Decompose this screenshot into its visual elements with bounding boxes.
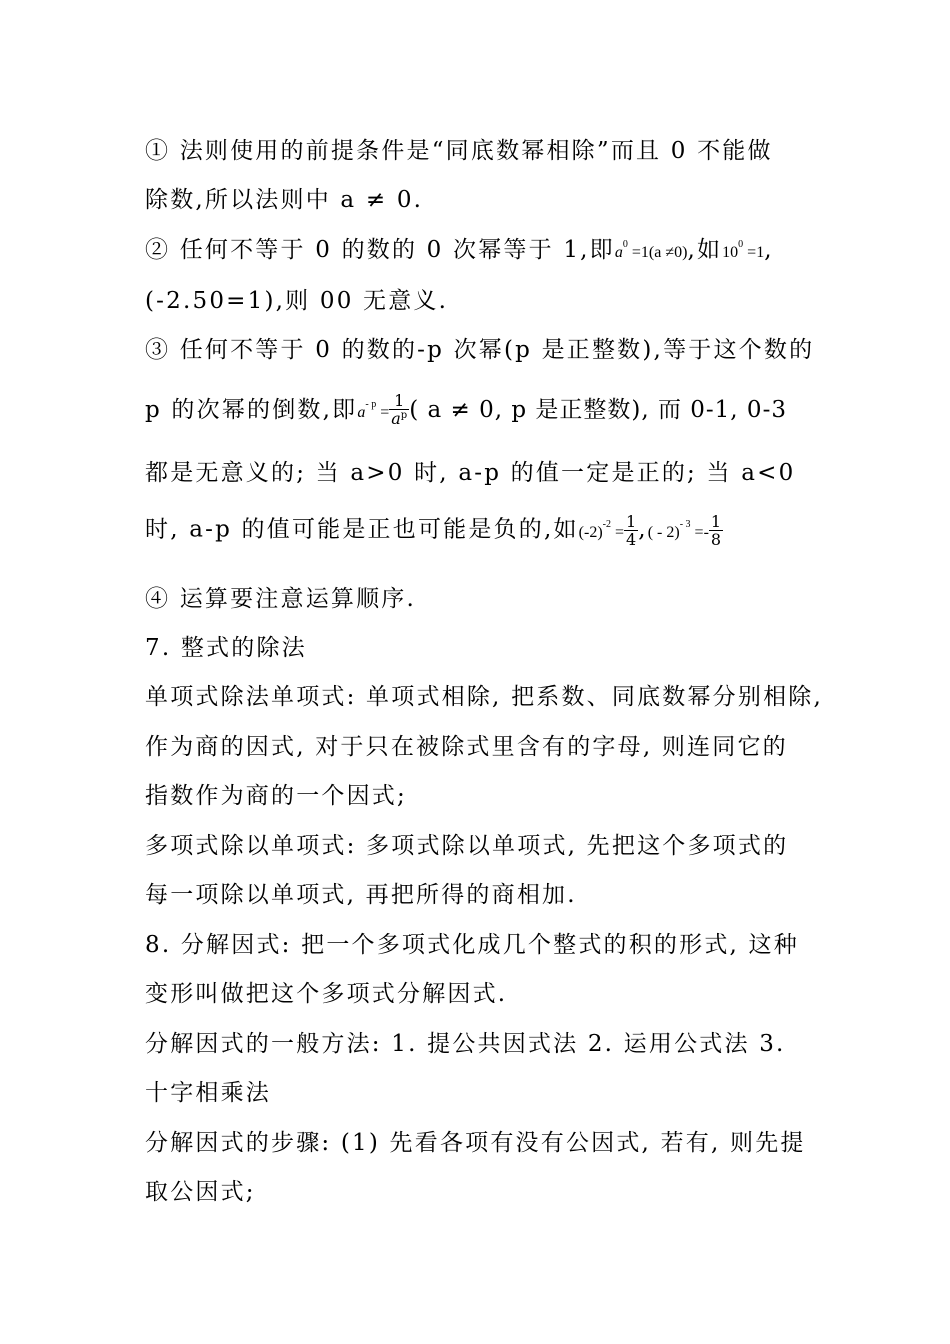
example-fraction-1: $\frac{1}{4}$: [626, 512, 637, 549]
text-line-polynomial-by-monomial: 多项式除以单项式: 多项式除以单项式, 先把这个多项式的: [145, 833, 789, 859]
text-line-polynomial-by-monomial-cont: 每一项除以单项式, 再把所得的商相加.: [145, 882, 577, 908]
text-line-rule-3-example: 时, a-p 的值可能是正也可能是负的,如$(-2)^{-2}$ = $\frac{1}{4}$ ,( - 2)$^{- 3}$ =- $\frac{1}{8}$: [145, 512, 722, 549]
zero-power-example: $10^0 =1$: [722, 239, 765, 261]
reciprocal-fraction: $\frac{1}{a^p}$: [391, 391, 408, 428]
zero-power-formula: $a^0 =1(a \ne 0)$: [614, 239, 688, 261]
text-line-rule-2-cont: (-2.50=1),则 00 无意义.: [145, 288, 449, 314]
text-line-rule-2: ② 任何不等于 0 的数的 0 次幂等于 1,即$a^0 =1(a \ne 0)$,如$10^0 =1$,: [145, 237, 774, 263]
text-line-monomial-division-end: 指数作为商的一个因式;: [145, 783, 407, 809]
section-heading-polynomial-division: 7. 整式的除法: [145, 635, 307, 661]
text-line-rule-1: ① 法则使用的前提条件是“同底数幂相除”而且 0 不能做: [145, 138, 773, 164]
text-line-rule-1-cont: 除数,所以法则中 a ≠ 0.: [145, 187, 424, 213]
text-line-factorization-cont: 变形叫做把这个多项式分解因式.: [145, 981, 508, 1007]
example-fraction-2: $\frac{1}{8}$: [710, 512, 722, 549]
text-line-factorization-methods: 分解因式的一般方法: 1. 提公共因式法 2. 运用公式法 3.: [145, 1031, 786, 1057]
text-line-monomial-division: 单项式除法单项式: 单项式相除, 把系数、同底数幂分别相除,: [145, 684, 823, 710]
negative-power-formula: $a^{- p}$ =: [357, 399, 390, 421]
text-line-monomial-division-cont: 作为商的因式, 对于只在被除式里含有的字母, 则连同它的: [145, 734, 788, 760]
text-line-rule-3-sign: 都是无意义的; 当 a>0 时, a-p 的值一定是正的; 当 a<0: [145, 460, 796, 486]
rule-2-text: ② 任何不等于 0 的数的 0 次幂等于 1,即: [145, 237, 615, 263]
text-line-rule-3: ③ 任何不等于 0 的数的-p 次幂(p 是正整数),等于这个数的: [145, 337, 815, 363]
rule-2-mid: ,如: [687, 237, 723, 263]
text-line-rule-4: ④ 运算要注意运算顺序.: [145, 586, 417, 612]
rule-3-text: p 的次幂的倒数,即: [145, 397, 358, 423]
section-heading-factorization: 8. 分解因式: 把一个多项式化成几个整式的积的形式, 这种: [145, 932, 799, 958]
example-formula-1: $(-2)^{-2}$ =: [578, 518, 625, 541]
text-line-factorization-methods-cont: 十字相乘法: [145, 1080, 271, 1106]
example-formula-2: ( - 2)$^{- 3}$ =-: [647, 518, 709, 541]
rule-3-example-text: 时, a-p 的值可能是正也可能是负的,如: [145, 516, 579, 543]
text-line-factorization-steps-cont: 取公因式;: [145, 1179, 256, 1205]
text-line-rule-3-cont: p 的次幂的倒数,即$a^{- p}$ = $\frac{1}{a^p}$ ( a ≠ 0, p 是正整数), 而 0-1, 0-3: [145, 391, 787, 428]
text-line-factorization-steps: 分解因式的步骤: (1) 先看各项有没有公因式, 若有, 则先提: [145, 1130, 806, 1156]
